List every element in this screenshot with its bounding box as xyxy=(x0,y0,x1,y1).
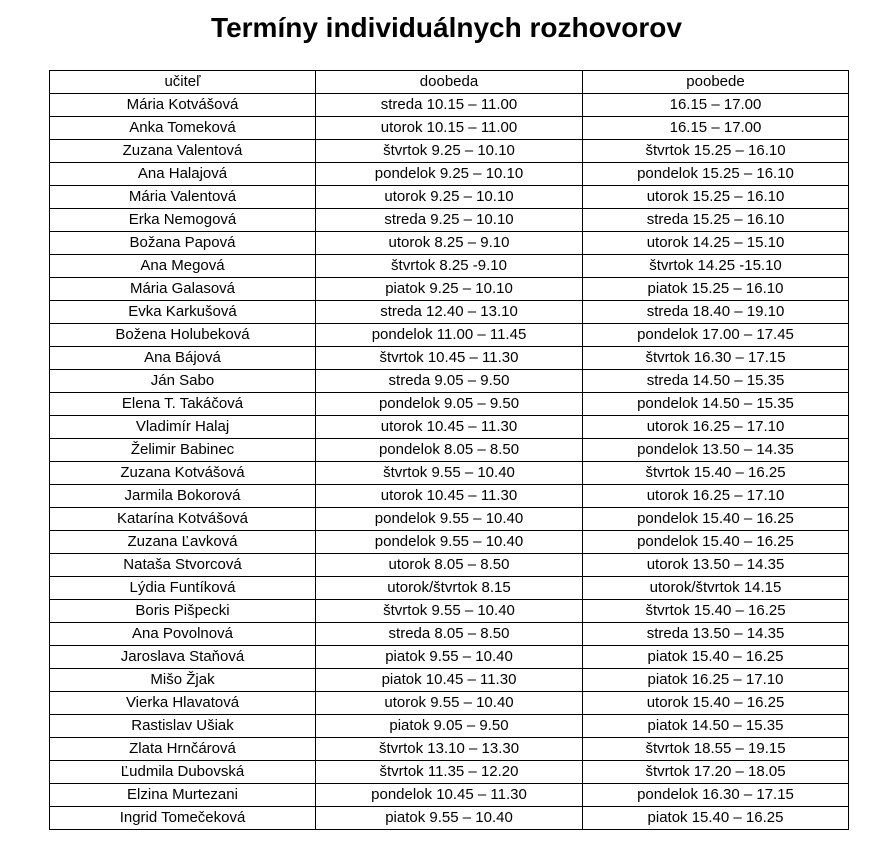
cell-morning: utorok 8.25 – 9.10 xyxy=(316,232,583,255)
cell-afternoon: utorok 15.25 – 16.10 xyxy=(583,186,849,209)
cell-morning: utorok 8.05 – 8.50 xyxy=(316,554,583,577)
cell-teacher: Ana Povolnová xyxy=(50,623,316,646)
cell-afternoon: štvrtok 15.40 – 16.25 xyxy=(583,462,849,485)
cell-afternoon: štvrtok 16.30 – 17.15 xyxy=(583,347,849,370)
cell-morning: piatok 9.55 – 10.40 xyxy=(316,807,583,830)
cell-afternoon: utorok 15.40 – 16.25 xyxy=(583,692,849,715)
cell-teacher: Boris Pišpecki xyxy=(50,600,316,623)
cell-teacher: Mária Galasová xyxy=(50,278,316,301)
table-row xyxy=(50,531,849,554)
table-row xyxy=(50,416,849,439)
cell-afternoon: utorok/štvrtok 14.15 xyxy=(583,577,849,600)
table-row xyxy=(50,692,849,715)
cell-morning: utorok 10.45 – 11.30 xyxy=(316,485,583,508)
cell-morning: utorok 9.25 – 10.10 xyxy=(316,186,583,209)
table-row xyxy=(50,324,849,347)
cell-afternoon: piatok 15.40 – 16.25 xyxy=(583,807,849,830)
table-row xyxy=(50,485,849,508)
table-row xyxy=(50,508,849,531)
cell-afternoon: štvrtok 17.20 – 18.05 xyxy=(583,761,849,784)
table-row xyxy=(50,439,849,462)
table-row xyxy=(50,255,849,278)
cell-morning: štvrtok 9.25 – 10.10 xyxy=(316,140,583,163)
table-row xyxy=(50,807,849,830)
cell-teacher: Jaroslava Staňová xyxy=(50,646,316,669)
table-row xyxy=(50,186,849,209)
cell-afternoon: piatok 15.40 – 16.25 xyxy=(583,646,849,669)
cell-morning: streda 10.15 – 11.00 xyxy=(316,94,583,117)
cell-morning: utorok 10.15 – 11.00 xyxy=(316,117,583,140)
cell-afternoon: štvrtok 14.25 -15.10 xyxy=(583,255,849,278)
cell-teacher: Zlata Hrnčárová xyxy=(50,738,316,761)
cell-afternoon: piatok 14.50 – 15.35 xyxy=(583,715,849,738)
schedule-table xyxy=(49,70,849,830)
cell-teacher: Mária Valentová xyxy=(50,186,316,209)
cell-teacher: Božana Papová xyxy=(50,232,316,255)
cell-morning: piatok 9.25 – 10.10 xyxy=(316,278,583,301)
cell-afternoon: štvrtok 15.40 – 16.25 xyxy=(583,600,849,623)
cell-teacher: Zuzana Kotvášová xyxy=(50,462,316,485)
table-row xyxy=(50,761,849,784)
cell-morning: pondelok 9.55 – 10.40 xyxy=(316,508,583,531)
header-morning: doobeda xyxy=(316,71,583,94)
cell-teacher: Lýdia Funtíková xyxy=(50,577,316,600)
header-afternoon: poobede xyxy=(583,71,849,94)
cell-afternoon: streda 14.50 – 15.35 xyxy=(583,370,849,393)
page-title: Termíny individuálnych rozhovorov xyxy=(211,12,682,43)
cell-afternoon: pondelok 17.00 – 17.45 xyxy=(583,324,849,347)
cell-afternoon: 16.15 – 17.00 xyxy=(583,117,849,140)
cell-teacher: Ján Sabo xyxy=(50,370,316,393)
cell-morning: streda 9.05 – 9.50 xyxy=(316,370,583,393)
cell-afternoon: 16.15 – 17.00 xyxy=(583,94,849,117)
cell-teacher: Zuzana Ľavková xyxy=(50,531,316,554)
cell-teacher: Ingrid Tomečeková xyxy=(50,807,316,830)
cell-morning: streda 9.25 – 10.10 xyxy=(316,209,583,232)
cell-morning: pondelok 10.45 – 11.30 xyxy=(316,784,583,807)
table-row xyxy=(50,462,849,485)
cell-morning: štvrtok 10.45 – 11.30 xyxy=(316,347,583,370)
table-row xyxy=(50,278,849,301)
cell-morning: streda 12.40 – 13.10 xyxy=(316,301,583,324)
cell-teacher: Vierka Hlavatová xyxy=(50,692,316,715)
cell-morning: pondelok 9.05 – 9.50 xyxy=(316,393,583,416)
cell-morning: štvrtok 8.25 -9.10 xyxy=(316,255,583,278)
cell-morning: štvrtok 9.55 – 10.40 xyxy=(316,600,583,623)
cell-teacher: Elena T. Takáčová xyxy=(50,393,316,416)
cell-morning: piatok 9.05 – 9.50 xyxy=(316,715,583,738)
cell-teacher: Mária Kotvášová xyxy=(50,94,316,117)
cell-afternoon: pondelok 14.50 – 15.35 xyxy=(583,393,849,416)
cell-afternoon: pondelok 15.25 – 16.10 xyxy=(583,163,849,186)
table-row xyxy=(50,669,849,692)
table-row xyxy=(50,94,849,117)
cell-morning: štvrtok 13.10 – 13.30 xyxy=(316,738,583,761)
table-row xyxy=(50,393,849,416)
cell-teacher: Erka Nemogová xyxy=(50,209,316,232)
cell-afternoon: streda 13.50 – 14.35 xyxy=(583,623,849,646)
cell-teacher: Ľudmila Dubovská xyxy=(50,761,316,784)
cell-morning: štvrtok 9.55 – 10.40 xyxy=(316,462,583,485)
cell-morning: utorok 9.55 – 10.40 xyxy=(316,692,583,715)
cell-teacher: Elzina Murtezani xyxy=(50,784,316,807)
cell-teacher: Rastislav Ušiak xyxy=(50,715,316,738)
cell-teacher: Evka Karkušová xyxy=(50,301,316,324)
table-row xyxy=(50,347,849,370)
cell-teacher: Katarína Kotvášová xyxy=(50,508,316,531)
cell-afternoon: streda 15.25 – 16.10 xyxy=(583,209,849,232)
cell-afternoon: piatok 16.25 – 17.10 xyxy=(583,669,849,692)
cell-afternoon: pondelok 15.40 – 16.25 xyxy=(583,531,849,554)
table-row xyxy=(50,232,849,255)
cell-teacher: Želimir Babinec xyxy=(50,439,316,462)
table-row xyxy=(50,554,849,577)
cell-teacher: Mišo Žjak xyxy=(50,669,316,692)
cell-teacher: Ana Halajová xyxy=(50,163,316,186)
cell-morning: piatok 10.45 – 11.30 xyxy=(316,669,583,692)
cell-morning: pondelok 9.25 – 10.10 xyxy=(316,163,583,186)
cell-teacher: Jarmila Bokorová xyxy=(50,485,316,508)
cell-teacher: Anka Tomeková xyxy=(50,117,316,140)
cell-morning: pondelok 11.00 – 11.45 xyxy=(316,324,583,347)
cell-afternoon: pondelok 16.30 – 17.15 xyxy=(583,784,849,807)
table-row xyxy=(50,163,849,186)
cell-afternoon: pondelok 13.50 – 14.35 xyxy=(583,439,849,462)
cell-morning: piatok 9.55 – 10.40 xyxy=(316,646,583,669)
table-row xyxy=(50,715,849,738)
cell-afternoon: piatok 15.25 – 16.10 xyxy=(583,278,849,301)
table-row xyxy=(50,209,849,232)
cell-morning: pondelok 8.05 – 8.50 xyxy=(316,439,583,462)
cell-teacher: Ana Bájová xyxy=(50,347,316,370)
cell-afternoon: štvrtok 18.55 – 19.15 xyxy=(583,738,849,761)
cell-afternoon: utorok 16.25 – 17.10 xyxy=(583,416,849,439)
cell-afternoon: streda 18.40 – 19.10 xyxy=(583,301,849,324)
table-row xyxy=(50,301,849,324)
table-header-row xyxy=(50,71,849,94)
cell-morning: pondelok 9.55 – 10.40 xyxy=(316,531,583,554)
table-row xyxy=(50,623,849,646)
table-row xyxy=(50,370,849,393)
table-row xyxy=(50,117,849,140)
cell-morning: utorok/štvrtok 8.15 xyxy=(316,577,583,600)
table-row xyxy=(50,140,849,163)
cell-teacher: Zuzana Valentová xyxy=(50,140,316,163)
header-teacher: učiteľ xyxy=(50,71,316,94)
cell-afternoon: štvrtok 15.25 – 16.10 xyxy=(583,140,849,163)
table-row xyxy=(50,600,849,623)
cell-teacher: Božena Holubeková xyxy=(50,324,316,347)
cell-afternoon: utorok 16.25 – 17.10 xyxy=(583,485,849,508)
cell-teacher: Ana Megová xyxy=(50,255,316,278)
cell-teacher: Nataša Stvorcová xyxy=(50,554,316,577)
cell-morning: štvrtok 11.35 – 12.20 xyxy=(316,761,583,784)
cell-teacher: Vladimír Halaj xyxy=(50,416,316,439)
cell-afternoon: pondelok 15.40 – 16.25 xyxy=(583,508,849,531)
cell-afternoon: utorok 13.50 – 14.35 xyxy=(583,554,849,577)
cell-morning: streda 8.05 – 8.50 xyxy=(316,623,583,646)
table-row xyxy=(50,646,849,669)
cell-morning: utorok 10.45 – 11.30 xyxy=(316,416,583,439)
table-row xyxy=(50,738,849,761)
table-row xyxy=(50,577,849,600)
table-row xyxy=(50,784,849,807)
cell-afternoon: utorok 14.25 – 15.10 xyxy=(583,232,849,255)
